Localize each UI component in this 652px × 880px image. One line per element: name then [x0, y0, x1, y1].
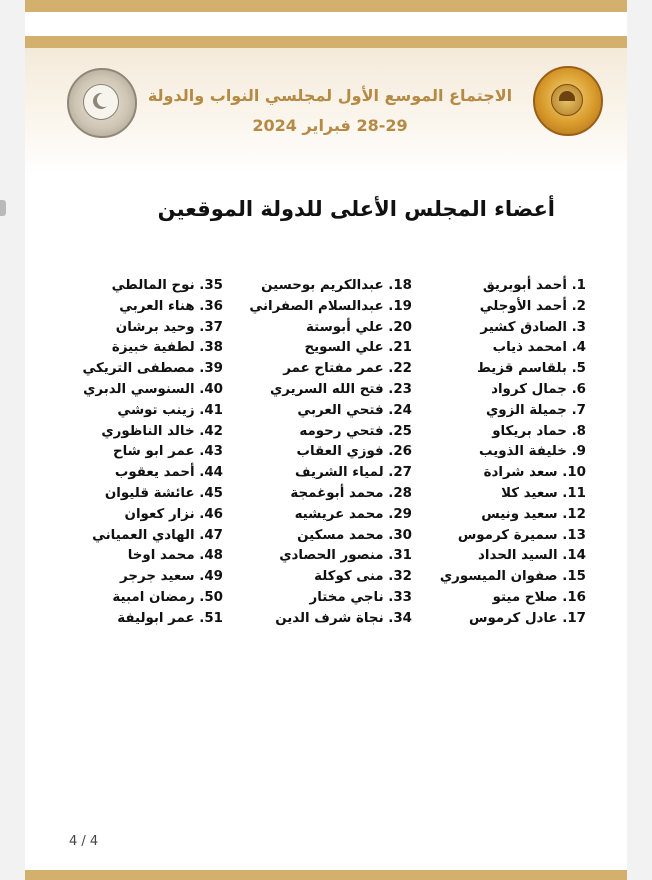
member-list-item: 44. أحمد يعقوب — [114, 465, 223, 481]
bottom-gold-band — [25, 870, 627, 880]
document-title: أعضاء المجلس الأعلى للدولة الموقعين — [157, 197, 555, 221]
members-column-1 — [436, 276, 586, 630]
member-list-item: 10. سعد شرادة — [483, 465, 586, 481]
member-list-item: 43. عمر ابو شاح — [112, 444, 223, 460]
edge-shadow — [0, 200, 6, 216]
member-list-item: 51. عمر ابوليفة — [117, 610, 223, 626]
member-list-item: 37. وحيد برشان — [115, 319, 223, 335]
member-list-item: 46. نزار كعوان — [124, 506, 223, 522]
member-list-item: 6. جمال كرواد — [491, 381, 586, 397]
member-list-item: 42. خالد الناظوري — [101, 423, 223, 439]
top-gold-band — [25, 0, 627, 12]
member-list-item: 22. عمر مفتاح عمر — [283, 361, 412, 377]
document-page — [25, 0, 627, 880]
member-list-item: 45. عائشة قليوان — [104, 485, 223, 501]
member-list-item: 1. أحمد أبوبريق — [482, 278, 586, 293]
member-list-item: 20. علي أبوستة — [306, 319, 412, 335]
member-list-item: 2. أحمد الأوجلي — [479, 298, 586, 314]
member-list-item: 14. السيد الحداد — [478, 548, 586, 564]
member-list-item: 23. فتح الله السريري — [269, 381, 412, 397]
member-list-item: 32. منى كوكلة — [314, 569, 412, 585]
member-list-item: 33. ناجي مختار — [309, 589, 412, 605]
member-list-item: 28. محمد أبوغمجة — [290, 485, 412, 501]
member-list-item: 4. امحمد ذياب — [492, 340, 586, 356]
members-column-2 — [237, 276, 412, 630]
member-list-item: 16. صلاح ميتو — [492, 589, 586, 605]
house-of-representatives-emblem-icon — [533, 66, 603, 136]
member-list-item: 9. خليفة الذويب — [479, 444, 586, 460]
meeting-title: الاجتماع الموسع الأول لمجلسي النواب والدولة — [147, 86, 513, 105]
member-list-item: 50. رمضان امبية — [112, 589, 223, 605]
state-emblem-icon — [67, 68, 137, 138]
member-list-item: 18. عبدالكريم بوحسين — [261, 278, 412, 293]
member-list-item: 13. سميرة كرموس — [457, 527, 586, 543]
member-list-item: 21. علي السويح — [304, 340, 412, 356]
header-gold-band — [25, 36, 627, 48]
member-list-item: 48. محمد اوخا — [127, 548, 223, 564]
member-list-item: 40. السنوسي الدبري — [83, 381, 223, 397]
members-column-3 — [48, 276, 223, 630]
member-list-item: 25. فتحي رحومه — [299, 423, 412, 439]
member-list-item: 5. بلقاسم قزيط — [476, 361, 586, 377]
member-list-item: 27. لمياء الشريف — [295, 465, 412, 481]
member-list-item: 17. عادل كرموس — [469, 610, 586, 626]
member-list-item: 7. جميلة الزوي — [486, 402, 586, 418]
page-indicator: 4 / 4 — [69, 834, 99, 849]
member-list-item: 11. سعيد كلا — [501, 485, 586, 501]
member-list-item: 31. منصور الحصادي — [279, 548, 412, 564]
member-list-item: 8. حماد بريكاو — [492, 423, 586, 439]
member-list-item: 38. لطفية خبيزة — [111, 340, 223, 356]
member-list-item: 19. عبدالسلام الصفراني — [249, 298, 412, 314]
member-list-item: 24. فتحي العربي — [297, 402, 412, 418]
member-list-item: 39. مصطفى التريكي — [82, 361, 223, 377]
member-list-item: 3. الصادق كشير — [480, 319, 586, 335]
member-list-item: 29. محمد عريشيه — [294, 506, 412, 522]
meeting-date: 28-29 فبراير 2024 — [252, 116, 408, 135]
member-list-item: 26. فوزي العقاب — [296, 444, 412, 460]
member-list-item: 30. محمد مسكين — [297, 527, 412, 543]
member-list-item: 35. نوح المالطي — [111, 278, 223, 293]
member-list-item: 41. زينب توشي — [117, 402, 223, 418]
member-list-item: 12. سعيد ونيس — [481, 506, 586, 522]
member-list-item: 47. الهادي العمياني — [92, 527, 223, 543]
member-list-item: 34. نجاة شرف الدين — [275, 610, 412, 626]
member-list-item: 15. صفوان الميسوري — [439, 569, 586, 585]
member-list-item: 49. سعيد جرجر — [120, 569, 223, 585]
member-list-item: 36. هناء العربي — [119, 298, 223, 314]
